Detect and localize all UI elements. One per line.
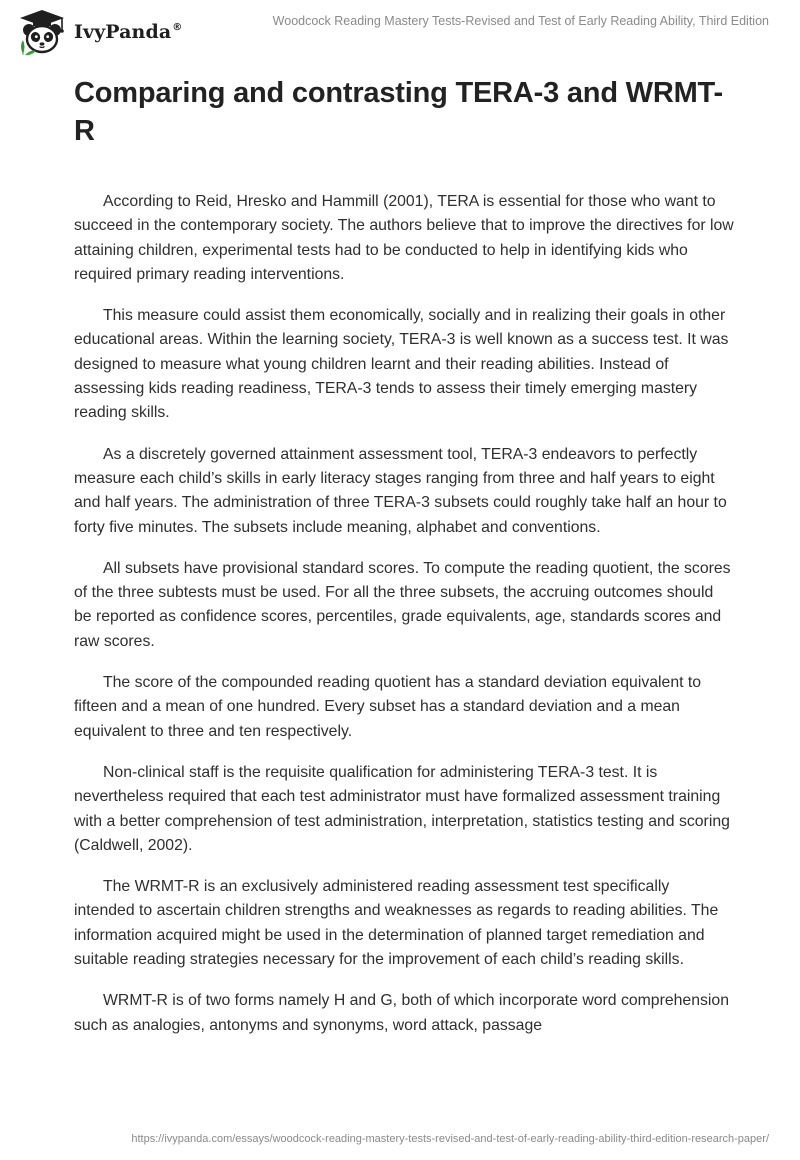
article-heading: Comparing and contrasting TERA-3 and WRMT-R bbox=[74, 77, 723, 147]
paragraph: The WRMT-R is an exclusively administered reading assessment test specifically intended to ascertain children strengths and weaknesses as regards to reading abilities. The information acquired might be used in the determination of planned target remediation and suitable reading strategies necessary for the improvement of each child’s reading skills. bbox=[74, 878, 719, 969]
article-content bbox=[74, 74, 734, 1055]
running-title: Woodcock Reading Mastery Tests-Revised and Test of Early Reading Ability, Third Edition bbox=[272, 14, 769, 28]
page-header bbox=[0, 0, 800, 62]
paragraph: As a discretely governed attainment assessment tool, TERA-3 endeavors to perfectly measure each child’s skills in early literacy stages ranging from three and half years to eight and half years. The administration of three TERA-3 subsets could roughly take half an hour to forty five minutes. The subsets include meaning, alphabet and conventions. bbox=[74, 445, 727, 536]
logo-name: IvyPanda bbox=[74, 21, 172, 43]
panda-graduate-icon bbox=[14, 8, 70, 56]
paragraph: WRMT-R is of two forms namely H and G, both of which incorporate word comprehension such as analogies, antonyms and synonyms, word attack, passage bbox=[74, 992, 729, 1034]
paragraph: All subsets have provisional standard scores. To compute the reading quotient, the scores of the three subtests must be used. For all the three subsets, the accruing outcomes should be reported as confidence scores, percentiles, grade equivalents, age, standards scores and raw scores. bbox=[74, 559, 731, 650]
paragraph: The score of the compounded reading quotient has a standard deviation equivalent to fifteen and a mean of one hundred. Every subset has a standard deviation and a mean equivalent to three and ten respectively. bbox=[74, 674, 702, 740]
article-body bbox=[74, 190, 734, 1038]
ivypanda-logo[interactable] bbox=[14, 8, 182, 56]
footer-url[interactable]: https://ivypanda.com/essays/woodcock-reading-mastery-tests-revised-and-test-of-early-reading-ability-third-edition-research-paper/ bbox=[131, 1133, 769, 1145]
paragraph: Non-clinical staff is the requisite qualification for administering TERA-3 test. It is nevertheless required that each test administrator must have formalized assessment training with a better comprehension of test administration, interpretation, statistics testing and scoring (Caldwell, 2002). bbox=[74, 763, 730, 854]
paragraph: This measure could assist them economically, socially and in realizing their goals in other educational areas. Within the learning society, TERA-3 is well known as a success test. It was designed to measure what young children learnt and their reading abilities. Instead of assessing kids reading readiness, TERA-3 tends to assess their timely emerging mastery reading skills. bbox=[74, 307, 729, 422]
paragraph: According to Reid, Hresko and Hammill (2001), TERA is essential for those who want to succeed in the contemporary society. The authors believe that to improve the directives for low attaining children, experimental tests had to be conducted to help in identifying kids who required primary reading interventions. bbox=[74, 193, 734, 283]
registered-mark: ® bbox=[172, 22, 183, 33]
logo-wordmark bbox=[74, 21, 182, 43]
